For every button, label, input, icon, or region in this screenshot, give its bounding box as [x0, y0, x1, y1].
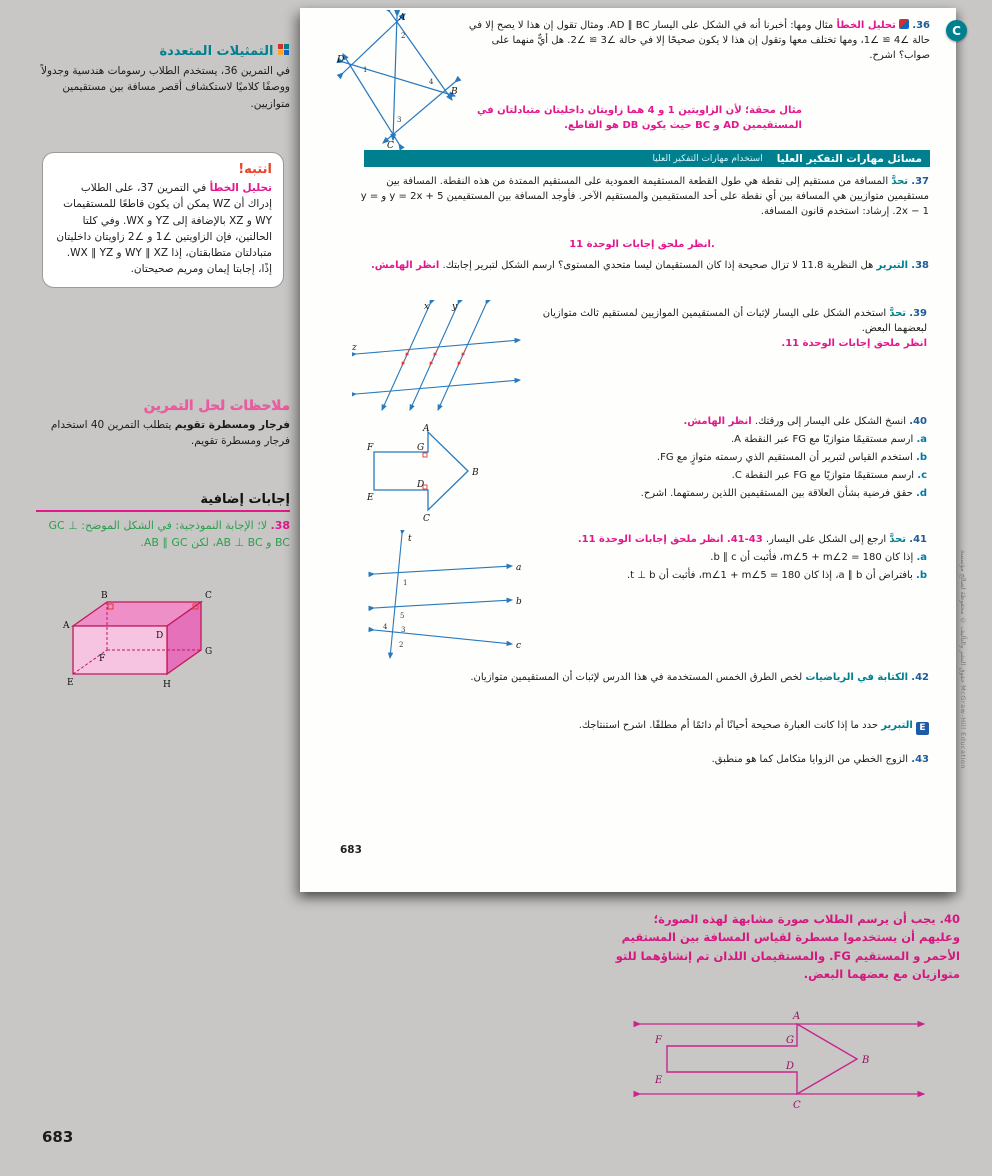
svg-text:3: 3: [401, 626, 406, 634]
svg-text:b: b: [516, 597, 522, 607]
exercise-43-number: 43.: [911, 754, 929, 765]
svg-text:B: B: [472, 468, 479, 478]
bottom-answer-40-text: يجب أن يرسم الطلاب صورة مشابهة لهذه الصورة؛ وعليهم أن يستخدموا مسطرة لقياس المسافة بين المستقيم الأحمر و المستقيم FG. والمستقيمان اللذان تم إنشاؤهما للتو متوازيان مع بعضهما البعض.: [615, 912, 960, 982]
exercise-38-label: التبرير: [876, 260, 909, 271]
svg-text:D: D: [417, 480, 425, 490]
exercise-42: [355, 670, 929, 685]
svg-text:1: 1: [403, 579, 408, 587]
three-parallel-lines-figure: [352, 300, 527, 418]
svg-text:3: 3: [397, 116, 402, 124]
copyright-vertical-text: حقوق النشر والتأليف © محفوظة لصالح مؤسسة McGraw-Hill Education: [959, 550, 967, 769]
bottom-answer-40: [612, 910, 960, 984]
svg-text:D: D: [337, 55, 345, 65]
banner-title: مسائل مهارات التفكير العليا: [776, 152, 922, 165]
svg-text:C: C: [793, 1100, 801, 1111]
exercise-41-body: ارجع إلى الشكل على اليسار.: [765, 534, 887, 545]
svg-text:A: A: [399, 13, 406, 23]
corner-page-number: 683: [42, 1128, 74, 1146]
answer-38: [36, 517, 290, 551]
caution-box: [42, 152, 284, 288]
higher-order-thinking-banner: [364, 150, 930, 167]
exercise-37-answer: انظر ملحق إجابات الوحدة 11.: [569, 239, 715, 250]
standardized-item-label: التبرير: [881, 720, 913, 731]
additional-answers-section: [36, 492, 290, 551]
exercise-40-intro: [525, 414, 927, 429]
solve-notes-title: ملاحظات لحل التمرين: [143, 398, 290, 414]
svg-text:D: D: [786, 1061, 795, 1072]
svg-text:C: C: [387, 141, 394, 150]
svg-text:G: G: [205, 647, 213, 657]
exercise-40-number: 40.: [909, 416, 927, 427]
svg-text:B: B: [862, 1055, 870, 1066]
solve-notes-lead: فرجار ومسطرة تقويم: [174, 419, 290, 431]
svg-text:H: H: [163, 680, 171, 690]
exercise-39-label: تحدَّ: [889, 308, 907, 319]
svg-text:F: F: [367, 443, 374, 453]
page-number: 683: [340, 844, 362, 856]
bottom-answer-40-number: 40.: [939, 912, 960, 926]
exercise-40-body: انسخ الشكل على اليسار إلى ورقتك.: [754, 416, 907, 427]
difficulty-badge: C: [946, 20, 967, 41]
svg-text:a: a: [516, 563, 522, 573]
exercise-39-number: 39.: [909, 308, 927, 319]
svg-text:E: E: [655, 1075, 663, 1086]
caution-lead-rest: في التمرين 37،: [136, 182, 207, 194]
svg-text:E: E: [67, 678, 74, 688]
svg-text:c: c: [516, 641, 522, 651]
exercise-38-number: 38.: [911, 260, 929, 271]
student-page: [300, 8, 956, 892]
exercise-41-number: 41.: [909, 534, 927, 545]
multiple-representations-label: التمثيلات المتعددة: [159, 44, 274, 59]
exercise-36: [460, 18, 930, 63]
svg-text:B: B: [451, 87, 458, 97]
transversal-figure: [368, 530, 528, 665]
banner-subtitle: استخدام مهارات التفكير العليا: [652, 153, 763, 164]
svg-text:4: 4: [383, 623, 388, 631]
exercise-36-number: 36.: [912, 20, 930, 31]
multiple-representations-title: [36, 44, 290, 59]
exercise-40: [525, 414, 927, 501]
standard-e-badge: E: [916, 722, 929, 735]
bottom-arrow-figure: [612, 1008, 960, 1118]
exercise-40-item-a: a. ارسم مستقيمًا متوازيًا مع FG عبر النقطة A.: [730, 434, 927, 445]
standards-icon: [899, 19, 909, 29]
svg-text:y: y: [452, 302, 458, 312]
exercise-41-item-a: a. إذا كان m∠5 + m∠2 = 180، فأثبت أن b ∥ c.: [710, 552, 927, 563]
svg-text:2: 2: [399, 641, 404, 649]
solve-notes-body: [36, 417, 290, 450]
exercise-40-answer: انظر الهامش.: [683, 416, 752, 427]
exercise-36-label: تحليل الخطأ: [836, 20, 896, 31]
multiple-representations-body: في التمرين 36، يستخدم الطلاب رسومات هندسية وجدولاً ووصفًا كلاميًا لاستكشاف أقصر مسافة بين مستقيمين متوازيين.: [40, 65, 290, 110]
caution-text: على الطلاب إدراك أن WZ يمكن أن يكون قاطعًا للمستقيمات WY و XZ بالإضافة إلى YZ و WX. وفي كلتا الحالتين، فإن الزاويتين ∠1 و ∠2 زاويتان داخليتان متبادلتان متطابقتان، إذا WY ∥ XZ و WX ∥ YZ. إذًا، إجابتا إيمان ومريم صحيحتان.: [56, 182, 272, 276]
svg-text:F: F: [99, 654, 106, 664]
svg-text:z: z: [352, 343, 357, 353]
answer-38-text: لا؛ الإجابة النموذجية: في الشكل الموضح: GC ⊥ BC و AB ⊥ BC، لكن AB ∥ GC.: [48, 519, 290, 550]
answer-38-number: 38.: [270, 519, 290, 532]
exercise-40-item-b: b. استخدم القياس لتبرير أن المستقيم الذي رسمته متوازٍ مع FG.: [656, 452, 927, 463]
exercise-37: [355, 174, 929, 219]
exercise-42-number: 42.: [911, 672, 929, 683]
caution-title: انتبه!: [238, 162, 272, 177]
exercise-37-label: تحدَّ: [891, 176, 909, 187]
exercise-43: [355, 752, 929, 767]
exercise-39: [525, 306, 927, 351]
exercise-41-label: تحدَّ: [889, 534, 907, 545]
exercise-42-body: لخص الطرق الخمس المستخدمة في هذا الدرس لإثبات أن المستقيمين متوازيان.: [470, 672, 803, 683]
solve-notes-text: يتطلب التمرين 40 استخدام فرجار ومسطرة تقويم.: [50, 419, 290, 448]
exercise-42-label: الكتابة في الرياضيات: [805, 672, 909, 683]
exercise-41-intro: [525, 532, 927, 547]
exercise-41-answer: 43-41. انظر ملحق إجابات الوحدة 11.: [577, 534, 763, 545]
standardized-item: [355, 718, 929, 735]
solve-notes-section: [36, 398, 290, 450]
exercise-39-answer: انظر ملحق إجابات الوحدة 11.: [781, 338, 927, 349]
caution-lead: تحليل الخطأ: [209, 182, 272, 194]
exercise-41-item-b: b. بافتراض أن a ∥ b، إذا كان m∠1 + m∠5 = 180، فأثبت أن t ⊥ b.: [626, 570, 927, 581]
rectangular-prism-figure: [55, 586, 265, 701]
exercise-36-answer: مثال محقة؛ لأن الزاويتين 1 و 4 هما زاويتان داخليتان متبادلتان في المستقيمين AD و BC حيث يكون DB هو القاطع.: [476, 105, 802, 131]
exercise-40-item-d: d. حقق فرضية بشأن العلاقة بين المستقيمين اللذين رسمتهما. اشرح.: [640, 488, 927, 499]
svg-text:4: 4: [429, 78, 434, 86]
additional-answers-title: إجابات إضافية: [36, 492, 290, 512]
kite-figure: [335, 10, 465, 150]
multiple-representations-icon: [278, 44, 290, 56]
exercise-41: [525, 532, 927, 583]
exercise-38: [355, 258, 929, 273]
standardized-item-body: حدد ما إذا كانت العبارة صحيحة أحيانًا أم دائمًا أم مطلقًا. اشرح استنتاجك.: [578, 720, 879, 731]
exercise-37-body: المسافة من مستقيم إلى نقطة هي طول القطعة المستقيمة العمودية على المستقيم الممتدة من هذه النقطة. المسافة بين مستقيمين متوازيين هي المسافة بين أي نقطة على أحد المستقيمين والمستقيم الآخر. فأوجد المسافة بين المستقيمين y = 2x + 5 و y = 2x − 1. إرشاد: استخدم قانون المسافة.: [360, 176, 929, 217]
exercise-39-body: استخدم الشكل على اليسار لإثبات أن المستقيمين الموازيين لمستقيم ثالث متوازيان لبعضهما البعض.: [542, 308, 927, 334]
svg-text:G: G: [786, 1035, 794, 1046]
exercise-38-body: هل النظرية 11.8 لا تزال صحيحة إذا كان المستقيمان ليسا متحدي المستوى؟ ارسم الشكل لتبرير إجابتك.: [442, 260, 874, 271]
exercise-36-body: مثال ومها: أخبرنا أنه في الشكل على اليسار AD ∥ BC. ومثال تقول إن هذا لا يصح إلا في حالة ∠4 ≅ ∠1، ومها تختلف معها وتقول إن هذا لا يكون صحيحًا إلا في حالة ∠3 ≅ ∠2. هل أيٌّ منهما على صواب؟ اشرح.: [468, 20, 930, 61]
multiple-representations-section: [36, 44, 290, 112]
svg-text:2: 2: [401, 32, 406, 40]
svg-text:1: 1: [363, 66, 368, 74]
svg-text:B: B: [101, 591, 108, 601]
svg-text:C: C: [423, 514, 430, 524]
svg-text:D: D: [156, 631, 164, 641]
svg-text:G: G: [417, 443, 425, 453]
exercise-40-item-c: c. ارسم مستقيمًا متوازيًا مع FG عبر النقطة C.: [731, 470, 927, 481]
svg-text:E: E: [367, 493, 374, 503]
arrow-figure: [366, 424, 486, 524]
svg-text:x: x: [424, 302, 430, 312]
svg-text:A: A: [423, 424, 430, 434]
svg-text:t: t: [408, 534, 412, 544]
caution-body: [54, 180, 272, 278]
svg-text:C: C: [205, 591, 212, 601]
svg-text:A: A: [793, 1011, 801, 1022]
svg-text:A: A: [63, 621, 70, 631]
exercise-38-answer: انظر الهامش.: [370, 260, 440, 271]
svg-text:F: F: [655, 1035, 662, 1046]
exercise-37-number: 37.: [911, 176, 929, 187]
exercise-43-body: الزوج الخطي من الزوايا متكامل كما هو منطبق.: [711, 754, 909, 765]
svg-text:5: 5: [400, 612, 405, 620]
